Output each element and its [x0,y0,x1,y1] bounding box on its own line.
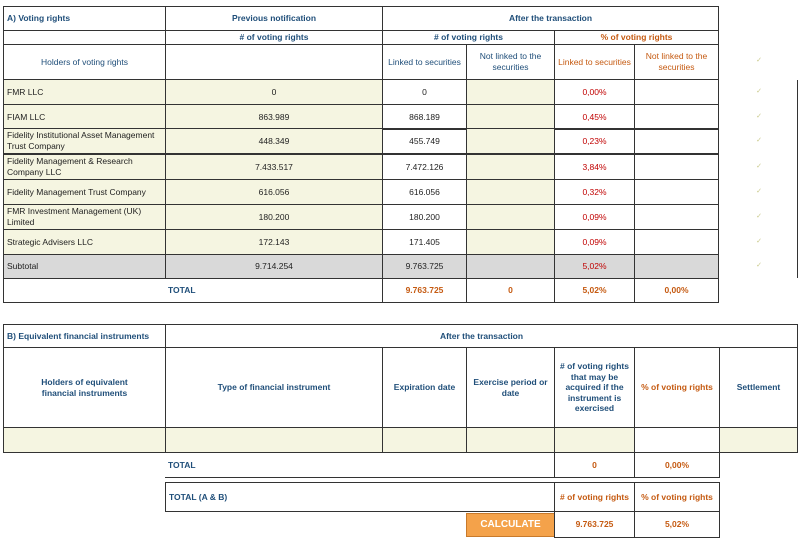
not-linked-pct-value [634,179,719,205]
total-a-not-linked-pct: 0,00% [634,278,719,303]
subtotal-previous: 9.714.254 [165,254,383,279]
check-mark-icon: ✓ [756,162,762,170]
check-mark-icon: ✓ [756,112,762,120]
not-linked-pct-value [634,79,719,105]
holder-name: FMR LLC [3,79,166,105]
holder-name: FMR Investment Management (UK) Limited [3,204,166,230]
not-linked-pct-header: Not linked to the securities [634,44,719,80]
fi-holder-input[interactable] [3,427,166,453]
not-linked-value[interactable] [466,204,555,230]
after-transaction-header: After the transaction [382,6,719,31]
not-linked-value[interactable] [466,104,555,130]
linked-pct-value: 0,45% [554,104,635,130]
not-linked-pct-value [634,204,719,230]
fi-total-pct: 0,00% [634,452,720,478]
pct-voting-rights-header: % of voting rights [554,30,719,45]
fi-type-input[interactable] [165,427,383,453]
not-linked-pct-value [634,104,719,130]
holder-name: Fidelity Institutional Asset Management Trust Company [3,128,166,154]
grand-total-pct-header: % of voting rights [634,482,720,512]
after-num-voting-rights-header: # of voting rights [382,30,555,45]
check-mark-icon: ✓ [756,56,762,64]
previous-value: 448.349 [165,128,383,154]
section-a-title: A) Voting rights [3,6,166,31]
linked-pct-value: 0,00% [554,79,635,105]
total-a-not-linked: 0 [466,278,555,303]
check-mark-icon: ✓ [756,212,762,220]
previous-blank-header [165,44,383,80]
right-border-line [797,80,798,278]
fi-settlement-input[interactable] [719,427,798,453]
not-linked-pct-value [634,154,719,180]
linked-pct-value: 0,32% [554,179,635,205]
not-linked-value[interactable] [466,128,555,154]
fi-acquirable-input[interactable] [554,427,635,453]
grand-total-label: TOTAL (A & B) [165,482,555,512]
linked-pct-value: 0,09% [554,229,635,255]
previous-value: 863.989 [165,104,383,130]
previous-value: 0 [165,79,383,105]
blank-header-cell [3,30,166,45]
not-linked-value[interactable] [466,79,555,105]
fi-acquirable-header: # of voting rights that may be acquired if the instrument is exercised [554,347,635,428]
fi-total-label: TOTAL [165,452,555,478]
check-mark-icon: ✓ [756,261,762,269]
not-linked-value[interactable] [466,154,555,180]
fi-settlement-header: Settlement [719,347,798,428]
holder-name: Strategic Advisers LLC [3,229,166,255]
linked-value: 7.472.126 [382,154,467,180]
fi-exercise-header: Exercise period or date [466,347,555,428]
previous-value: 180.200 [165,204,383,230]
total-a-label: TOTAL [165,278,383,303]
linked-pct-value: 0,09% [554,204,635,230]
section-b-after-transaction: After the transaction [165,324,798,348]
not-linked-value[interactable] [466,179,555,205]
linked-value: 868.189 [382,104,467,130]
subtotal-linked-pct: 5,02% [554,254,635,279]
subtotal-linked: 9.763.725 [382,254,467,279]
check-mark-icon: ✓ [756,187,762,195]
previous-value: 172.143 [165,229,383,255]
total-a-linked-pct: 5,02% [554,278,635,303]
holders-header: Holders of voting rights [3,44,166,80]
linked-value: 171.405 [382,229,467,255]
fi-exercise-input[interactable] [466,427,555,453]
grand-total-num-value: 9.763.725 [554,511,635,538]
subtotal-not-linked-pct [634,254,719,279]
not-linked-pct-value [634,229,719,255]
not-linked-value[interactable] [466,229,555,255]
total-a-linked: 9.763.725 [382,278,467,303]
subtotal-not-linked [466,254,555,279]
previous-value: 7.433.517 [165,154,383,180]
fi-total-voting-rights: 0 [554,452,635,478]
section-b-title: B) Equivalent financial instruments [3,324,166,348]
linked-value: 0 [382,79,467,105]
grand-total-pct-value: 5,02% [634,511,720,538]
holder-name: FIAM LLC [3,104,166,130]
fi-type-header: Type of financial instrument [165,347,383,428]
check-mark-icon: ✓ [756,87,762,95]
grand-total-num-header: # of voting rights [554,482,635,512]
fi-expiration-header: Expiration date [382,347,467,428]
previous-num-voting-rights-header: # of voting rights [165,30,383,45]
check-mark-icon: ✓ [756,237,762,245]
fi-pct-header: % of voting rights [634,347,720,428]
fi-holders-header: Holders of equivalent financial instruments [3,347,166,428]
not-linked-header: Not linked to the securities [466,44,555,80]
fi-pct-cell [634,427,720,453]
linked-value: 180.200 [382,204,467,230]
previous-value: 616.056 [165,179,383,205]
not-linked-pct-value [634,128,719,154]
linked-pct-value: 3,84% [554,154,635,180]
total-blank [3,278,166,303]
holder-name: Fidelity Management Trust Company [3,179,166,205]
previous-notification-header: Previous notification [165,6,383,31]
calculate-button[interactable]: CALCULATE [466,513,555,537]
linked-value: 455.749 [382,128,467,154]
check-mark-icon: ✓ [756,136,762,144]
linked-header: Linked to securities [382,44,467,80]
fi-expiration-input[interactable] [382,427,467,453]
subtotal-label: Subtotal [3,254,166,279]
linked-pct-header: Linked to securities [554,44,635,80]
linked-pct-value: 0,23% [554,128,635,154]
holder-name: Fidelity Management & Research Company LLC [3,154,166,180]
linked-value: 616.056 [382,179,467,205]
